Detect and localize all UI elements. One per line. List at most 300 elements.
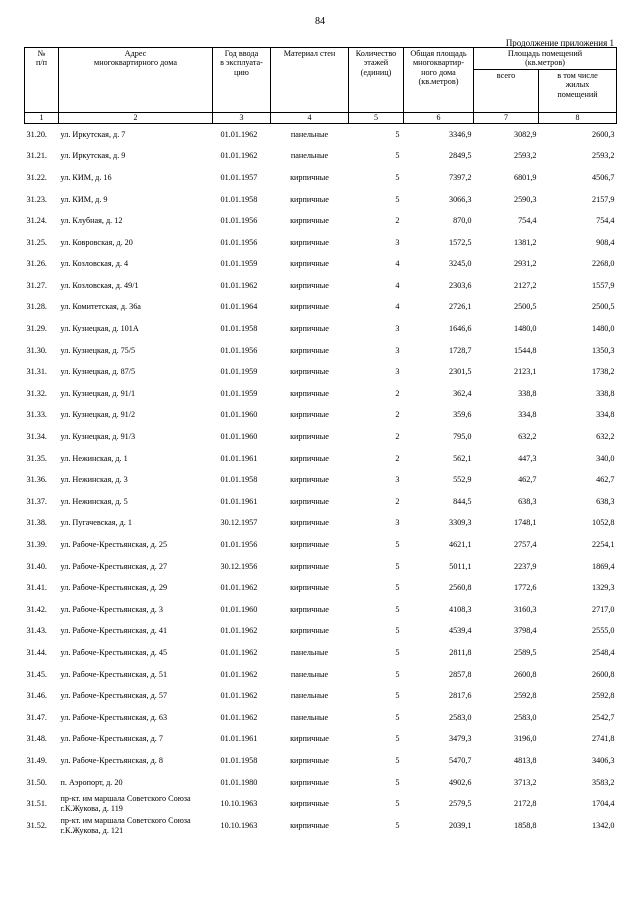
address-cell: ул. Рабоче-Крестьянская, д. 51 xyxy=(60,669,168,679)
row-number: 31.29. xyxy=(26,324,47,334)
residential-area-cell: 1704,4 xyxy=(592,799,615,809)
row-number: 31.38. xyxy=(26,518,47,528)
all-area-cell: 3713,2 xyxy=(513,777,537,787)
residential-area-cell: 1052,8 xyxy=(592,518,615,528)
material-cell: кирпичные xyxy=(290,237,329,247)
year-cell: 01.01.1962 xyxy=(220,712,258,722)
material-cell: кирпичные xyxy=(290,453,329,463)
page-number: 84 xyxy=(315,16,325,27)
total-area-cell: 1646,6 xyxy=(448,324,472,334)
address-cell: ул. Пугачевская, д. 1 xyxy=(60,518,132,528)
total-area-cell: 2811,8 xyxy=(449,647,472,657)
all-area-cell: 2600,8 xyxy=(513,669,537,679)
address-cell: ул. Рабоче-Крестьянская, д. 41 xyxy=(60,626,168,636)
material-cell: кирпичные xyxy=(290,432,329,442)
total-area-cell: 2817,6 xyxy=(448,691,472,701)
floors-cell: 4 xyxy=(395,259,400,269)
all-area-cell: 1858,8 xyxy=(513,820,537,830)
floors-cell: 5 xyxy=(395,799,400,809)
residential-area-cell: 2542,7 xyxy=(592,712,615,722)
table-row xyxy=(25,361,617,383)
year-cell: 01.01.1958 xyxy=(220,324,258,334)
year-cell: 01.01.1960 xyxy=(220,432,258,442)
table-row xyxy=(25,123,617,145)
residential-area-cell: 2717,0 xyxy=(592,604,615,614)
address-cell: ул. Кузнецкая, д. 91/1 xyxy=(60,388,136,398)
residential-area-cell: 3583,2 xyxy=(592,777,615,787)
year-cell: 01.01.1961 xyxy=(220,734,258,744)
table-row xyxy=(25,793,617,815)
total-area-cell: 359,6 xyxy=(453,410,472,420)
residential-area-cell: 1738,2 xyxy=(592,367,615,377)
all-area-cell: 338,8 xyxy=(518,388,537,398)
row-number: 31.20. xyxy=(26,129,47,139)
residential-area-cell: 2268,0 xyxy=(592,259,615,269)
header-residential: в том числе жилых помещений xyxy=(539,69,617,112)
address-cell: ул. Кузнецкая, д. 91/2 xyxy=(60,410,136,420)
total-area-cell: 3245,0 xyxy=(448,259,472,269)
row-number: 31.26. xyxy=(26,259,47,269)
material-cell: кирпичные xyxy=(290,626,329,636)
floors-cell: 5 xyxy=(395,172,400,182)
total-area-cell: 795,0 xyxy=(453,432,472,442)
address-cell: ул. Комитетская, д. 36а xyxy=(60,302,141,312)
material-cell: кирпичные xyxy=(290,194,329,204)
residential-area-cell: 334,8 xyxy=(596,410,615,420)
floors-cell: 4 xyxy=(395,280,400,290)
all-area-cell: 754,4 xyxy=(518,216,537,226)
row-number: 31.28. xyxy=(26,302,47,312)
all-area-cell: 3196,0 xyxy=(513,734,537,744)
floors-cell: 3 xyxy=(395,237,400,247)
total-area-cell: 1572,5 xyxy=(448,237,472,247)
row-number: 31.31. xyxy=(26,367,47,377)
material-cell: кирпичные xyxy=(290,259,329,269)
material-cell: панельные xyxy=(290,151,329,161)
floors-cell: 5 xyxy=(395,691,400,701)
col-number: 4 xyxy=(271,112,349,123)
year-cell: 01.01.1962 xyxy=(220,583,258,593)
year-cell: 01.01.1962 xyxy=(220,647,258,657)
residential-area-cell: 638,3 xyxy=(596,496,615,506)
address-cell: пр-кт. им маршала Советского Союза г.К.Жукова, д. 119 xyxy=(60,794,191,814)
floors-cell: 2 xyxy=(395,216,400,226)
residential-area-cell: 2548,4 xyxy=(592,647,615,657)
address-cell: ул. Козловская, д. 49/1 xyxy=(60,280,139,290)
year-cell: 01.01.1960 xyxy=(220,410,258,420)
table-row xyxy=(25,383,617,405)
residential-area-cell: 2741,8 xyxy=(592,734,615,744)
year-cell: 01.01.1956 xyxy=(220,540,258,549)
address-cell: п. Аэропорт, д. 20 xyxy=(60,777,123,787)
address-cell: ул. Кузнецкая, д. 101А xyxy=(60,324,139,334)
total-area-cell: 552,9 xyxy=(453,475,472,485)
year-cell: 10.10.1963 xyxy=(220,820,258,830)
all-area-cell: 632,2 xyxy=(518,432,537,442)
floors-cell: 5 xyxy=(395,604,400,614)
all-area-cell: 6801,9 xyxy=(513,172,537,182)
floors-cell: 2 xyxy=(395,496,400,506)
total-area-cell: 3479,3 xyxy=(448,734,472,744)
all-area-cell: 1544,8 xyxy=(513,345,537,355)
table-row xyxy=(25,707,617,729)
row-number: 31.36. xyxy=(26,475,47,485)
all-area-cell: 2127,2 xyxy=(513,280,537,290)
material-cell: кирпичные xyxy=(290,799,329,809)
year-cell: 01.01.1962 xyxy=(220,691,258,701)
total-area-cell: 2583,0 xyxy=(448,712,472,722)
material-cell: кирпичные xyxy=(290,172,329,182)
all-area-cell: 2237,9 xyxy=(513,561,537,571)
residential-area-cell: 1342,0 xyxy=(592,820,615,830)
table-row xyxy=(25,599,617,621)
header-total-area: Общая площадь многоквартир- ного дома (кв.метров) xyxy=(404,48,474,113)
total-area-cell: 2303,6 xyxy=(448,280,472,290)
address-cell: ул. Кузнецкая, д. 75/5 xyxy=(60,345,136,355)
table-row xyxy=(25,815,617,837)
year-cell: 01.01.1962 xyxy=(220,151,258,161)
total-area-cell: 3346,9 xyxy=(448,129,472,139)
table-row xyxy=(25,145,617,167)
floors-cell: 5 xyxy=(395,647,400,657)
residential-area-cell: 1557,9 xyxy=(592,280,615,290)
row-number: 31.52. xyxy=(26,820,47,830)
floors-cell: 3 xyxy=(395,324,400,334)
material-cell: панельные xyxy=(290,669,329,679)
residential-area-cell: 1329,3 xyxy=(592,583,615,593)
material-cell: кирпичные xyxy=(290,755,329,765)
all-area-cell: 447,3 xyxy=(518,453,537,463)
all-area-cell: 2592,8 xyxy=(513,691,537,701)
table-row xyxy=(25,275,617,297)
year-cell: 01.01.1961 xyxy=(220,453,258,463)
table-row xyxy=(25,534,617,556)
row-number: 31.33. xyxy=(26,410,47,420)
col-number: 1 xyxy=(25,112,59,123)
all-area-cell: 334,8 xyxy=(518,410,537,420)
material-cell: кирпичные xyxy=(290,820,329,830)
floors-cell: 5 xyxy=(395,820,400,830)
total-area-cell: 2857,8 xyxy=(448,669,472,679)
material-cell: кирпичные xyxy=(290,367,329,377)
total-area-cell: 4108,3 xyxy=(448,604,472,614)
material-cell: кирпичные xyxy=(290,561,329,571)
address-cell: ул. Иркутская, д. 7 xyxy=(60,129,126,139)
all-area-cell: 2172,8 xyxy=(513,799,537,809)
row-number: 31.47. xyxy=(26,712,47,722)
residential-area-cell: 632,2 xyxy=(596,432,615,442)
material-cell: кирпичные xyxy=(290,345,329,355)
year-cell: 10.10.1963 xyxy=(220,799,258,809)
floors-cell: 5 xyxy=(395,712,400,722)
year-cell: 01.01.1962 xyxy=(220,669,258,679)
row-number: 31.46. xyxy=(26,691,47,701)
material-cell: панельные xyxy=(290,129,329,139)
year-cell: 01.01.1959 xyxy=(220,259,258,269)
row-number: 31.22. xyxy=(26,172,47,182)
year-cell: 01.01.1980 xyxy=(220,777,258,787)
row-number: 31.41. xyxy=(26,583,47,593)
table-row xyxy=(25,664,617,686)
total-area-cell: 4621,1 xyxy=(448,540,472,549)
year-cell: 01.01.1958 xyxy=(220,475,258,485)
material-cell: кирпичные xyxy=(290,324,329,334)
row-number: 31.42. xyxy=(26,604,47,614)
table-row xyxy=(25,621,617,643)
header-premises-area: Площадь помещений (кв.метров) xyxy=(474,48,617,70)
column-numbers-row xyxy=(25,112,617,123)
row-number: 31.21. xyxy=(26,151,47,161)
material-cell: кирпичные xyxy=(290,280,329,290)
floors-cell: 5 xyxy=(395,734,400,744)
all-area-cell: 1772,6 xyxy=(513,583,537,593)
total-area-cell: 2579,5 xyxy=(448,799,472,809)
floors-cell: 5 xyxy=(395,755,400,765)
total-area-cell: 5011,1 xyxy=(449,561,472,571)
residential-area-cell: 2600,3 xyxy=(592,129,615,139)
all-area-cell: 3160,3 xyxy=(513,604,537,614)
row-number: 31.48. xyxy=(26,734,47,744)
total-area-cell: 4539,4 xyxy=(448,626,472,636)
table-row xyxy=(25,189,617,211)
residential-area-cell: 462,7 xyxy=(596,475,615,485)
row-number: 31.32. xyxy=(26,388,47,398)
residential-area-cell: 2592,8 xyxy=(592,691,615,701)
address-cell: ул. Иркутская, д. 9 xyxy=(60,151,126,161)
residential-area-cell: 2555,0 xyxy=(592,626,615,636)
row-number: 31.27. xyxy=(26,280,47,290)
table-body xyxy=(25,123,617,836)
header-address: Адрес многоквартирного дома xyxy=(59,48,213,113)
residential-area-cell: 340,0 xyxy=(596,453,615,463)
row-number: 31.24. xyxy=(26,216,47,226)
material-cell: панельные xyxy=(290,712,329,722)
total-area-cell: 2301,5 xyxy=(448,367,472,377)
row-number: 31.35. xyxy=(26,453,47,463)
all-area-cell: 2123,1 xyxy=(513,367,537,377)
table-row xyxy=(25,491,617,513)
material-cell: кирпичные xyxy=(290,734,329,744)
row-number: 31.23. xyxy=(26,194,47,204)
material-cell: кирпичные xyxy=(290,777,329,787)
floors-cell: 5 xyxy=(395,151,400,161)
year-cell: 01.01.1958 xyxy=(220,755,258,765)
material-cell: панельные xyxy=(290,691,329,701)
table-row xyxy=(25,426,617,448)
all-area-cell: 3082,9 xyxy=(513,129,537,139)
header-year: Год ввода в эксплуата- цию xyxy=(213,48,271,113)
row-number: 31.39. xyxy=(26,540,47,549)
material-cell: панельные xyxy=(290,647,329,657)
row-number: 31.34. xyxy=(26,432,47,442)
year-cell: 01.01.1959 xyxy=(220,367,258,377)
table-row xyxy=(25,728,617,750)
address-cell: ул. Рабоче-Крестьянская, д. 25 xyxy=(60,540,168,549)
table-row xyxy=(25,772,617,794)
residential-area-cell: 2157,9 xyxy=(592,194,615,204)
col-number: 7 xyxy=(474,112,539,123)
total-area-cell: 7397,2 xyxy=(448,172,472,182)
floors-cell: 5 xyxy=(395,777,400,787)
residential-area-cell: 2593,2 xyxy=(592,151,615,161)
address-cell: ул. Рабоче-Крестьянская, д. 27 xyxy=(60,561,168,571)
col-number: 2 xyxy=(59,112,213,123)
total-area-cell: 844,5 xyxy=(453,496,472,506)
material-cell: кирпичные xyxy=(290,302,329,312)
total-area-cell: 362,4 xyxy=(453,388,472,398)
floors-cell: 5 xyxy=(395,129,400,139)
table-row xyxy=(25,685,617,707)
residential-area-cell: 3406,3 xyxy=(592,755,615,765)
total-area-cell: 3066,3 xyxy=(448,194,472,204)
housing-table xyxy=(24,47,617,836)
floors-cell: 2 xyxy=(395,388,400,398)
continuation-caption: Продолжение приложения 1 xyxy=(505,38,614,48)
year-cell: 01.01.1956 xyxy=(220,345,258,355)
address-cell: ул. Кузнецкая, д. 87/5 xyxy=(60,367,136,377)
material-cell: кирпичные xyxy=(290,518,329,528)
col-number: 8 xyxy=(539,112,617,123)
row-number: 31.49. xyxy=(26,755,47,765)
all-area-cell: 3798,4 xyxy=(513,626,537,636)
year-cell: 01.01.1964 xyxy=(220,302,258,312)
all-area-cell: 462,7 xyxy=(518,475,537,485)
table-row xyxy=(25,448,617,470)
address-cell: ул. Рабоче-Крестьянская, д. 57 xyxy=(60,691,168,701)
col-number: 3 xyxy=(213,112,271,123)
header-floors: Количество этажей (единиц) xyxy=(349,48,404,113)
col-number: 6 xyxy=(404,112,474,123)
floors-cell: 5 xyxy=(395,561,400,571)
floors-cell: 2 xyxy=(395,432,400,442)
address-cell: ул. Клубная, д. 12 xyxy=(60,216,123,226)
total-area-cell: 4902,6 xyxy=(448,777,472,787)
floors-cell: 3 xyxy=(395,475,400,485)
residential-area-cell: 2600,8 xyxy=(592,669,615,679)
total-area-cell: 2560,8 xyxy=(448,583,472,593)
address-cell: ул. Рабоче-Крестьянская, д. 29 xyxy=(60,583,168,593)
material-cell: кирпичные xyxy=(290,475,329,485)
address-cell: ул. Рабоче-Крестьянская, д. 8 xyxy=(60,755,163,765)
table-row xyxy=(25,340,617,362)
address-cell: ул. Кузнецкая, д. 91/3 xyxy=(60,432,136,442)
address-cell: ул. Рабоче-Крестьянская, д. 45 xyxy=(60,647,168,657)
year-cell: 01.01.1960 xyxy=(220,604,258,614)
floors-cell: 5 xyxy=(395,583,400,593)
all-area-cell: 2593,2 xyxy=(513,151,537,161)
year-cell: 01.01.1959 xyxy=(220,388,258,398)
total-area-cell: 870,0 xyxy=(453,216,472,226)
year-cell: 01.01.1962 xyxy=(220,129,258,139)
floors-cell: 5 xyxy=(395,194,400,204)
residential-area-cell: 908,4 xyxy=(596,237,615,247)
address-cell: ул. Ковровская, д. 20 xyxy=(60,237,133,247)
total-area-cell: 5470,7 xyxy=(448,755,472,765)
residential-area-cell: 1869,4 xyxy=(592,561,615,571)
material-cell: кирпичные xyxy=(290,496,329,506)
total-area-cell: 2849,5 xyxy=(448,151,472,161)
header-all: всего xyxy=(474,69,539,112)
address-cell: ул. КИМ, д. 16 xyxy=(60,172,112,182)
table-row xyxy=(25,167,617,189)
total-area-cell: 2039,1 xyxy=(448,820,472,830)
row-number: 31.30. xyxy=(26,345,47,355)
address-cell: ул. КИМ, д. 9 xyxy=(60,194,108,204)
total-area-cell: 2726,1 xyxy=(448,302,472,312)
total-area-cell: 1728,7 xyxy=(448,345,472,355)
floors-cell: 3 xyxy=(395,518,400,528)
year-cell: 01.01.1961 xyxy=(220,496,258,506)
all-area-cell: 4813,8 xyxy=(513,755,537,765)
table-row xyxy=(25,513,617,535)
year-cell: 30.12.1956 xyxy=(220,561,258,571)
all-area-cell: 1748,1 xyxy=(513,518,537,528)
row-number: 31.25. xyxy=(26,237,47,247)
table-row xyxy=(25,405,617,427)
header-number: № п/п xyxy=(25,48,59,113)
total-area-cell: 562,1 xyxy=(453,453,472,463)
row-number: 31.45. xyxy=(26,669,47,679)
all-area-cell: 638,3 xyxy=(518,496,537,506)
year-cell: 01.01.1962 xyxy=(220,626,258,636)
year-cell: 01.01.1956 xyxy=(220,237,258,247)
all-area-cell: 2590,3 xyxy=(513,194,537,204)
year-cell: 01.01.1956 xyxy=(220,216,258,226)
material-cell: кирпичные xyxy=(290,540,329,549)
residential-area-cell: 1350,3 xyxy=(592,345,615,355)
row-number: 31.44. xyxy=(26,647,47,657)
table-row xyxy=(25,318,617,340)
table-row xyxy=(25,642,617,664)
residential-area-cell: 1480,0 xyxy=(592,324,615,334)
address-cell: ул. Козловская, д. 4 xyxy=(60,259,129,269)
floors-cell: 3 xyxy=(395,345,400,355)
year-cell: 01.01.1957 xyxy=(220,172,258,182)
material-cell: кирпичные xyxy=(290,604,329,614)
floors-cell: 3 xyxy=(395,367,400,377)
residential-area-cell: 4506,7 xyxy=(592,172,615,182)
residential-area-cell: 2254,1 xyxy=(592,540,615,549)
floors-cell: 2 xyxy=(395,453,400,463)
residential-area-cell: 754,4 xyxy=(596,216,615,226)
material-cell: кирпичные xyxy=(290,410,329,420)
address-cell: ул. Нежинская, д. 1 xyxy=(60,453,128,463)
table-row xyxy=(25,232,617,254)
floors-cell: 5 xyxy=(395,626,400,636)
address-cell: ул. Рабоче-Крестьянская, д. 7 xyxy=(60,734,163,744)
row-number: 31.40. xyxy=(26,561,47,571)
table-row xyxy=(25,210,617,232)
all-area-cell: 1480,0 xyxy=(513,324,537,334)
floors-cell: 4 xyxy=(395,302,400,312)
row-number: 31.51. xyxy=(26,799,47,809)
address-cell: ул. Рабоче-Крестьянская, д. 3 xyxy=(60,604,163,614)
floors-cell: 2 xyxy=(395,410,400,420)
material-cell: кирпичные xyxy=(290,216,329,226)
floors-cell: 5 xyxy=(395,540,400,549)
row-number: 31.50. xyxy=(26,777,47,787)
all-area-cell: 1381,2 xyxy=(513,237,537,247)
all-area-cell: 2757,4 xyxy=(513,540,537,549)
col-number: 5 xyxy=(349,112,404,123)
table-row xyxy=(25,469,617,491)
all-area-cell: 2931,2 xyxy=(513,259,537,269)
row-number: 31.43. xyxy=(26,626,47,636)
floors-cell: 5 xyxy=(395,669,400,679)
row-number: 31.37. xyxy=(26,496,47,506)
address-cell: ул. Нежинская, д. 3 xyxy=(60,475,128,485)
year-cell: 01.01.1958 xyxy=(220,194,258,204)
